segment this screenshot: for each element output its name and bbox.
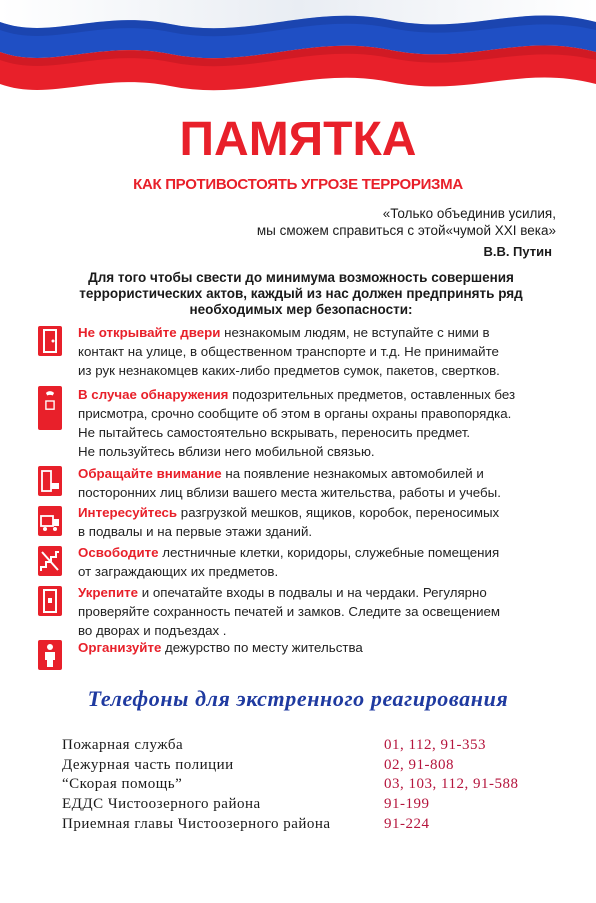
quote-author: В.В. Путин (483, 244, 552, 259)
intro-line: необходимых мер безопасности: (189, 302, 413, 317)
intro-line: террористических актов, каждый из нас должен предпринять ряд (79, 286, 523, 301)
intro-line: Для того чтобы свести до минимума возможность совершения (88, 270, 514, 285)
service-name: ЕДДС Чистоозерного района (62, 796, 261, 812)
rule-item (40, 323, 560, 380)
quote-line: мы сможем справиться с этой«чумой XXI века» (256, 223, 556, 238)
rule-text: дежурство по месту жительства (161, 640, 363, 655)
phone-numbers: 91-224 (384, 816, 430, 832)
phone-row (62, 737, 562, 757)
rule-text: подозрительных предметов, оставленных без (228, 387, 516, 402)
rule-text: во дворах и подъездах . (78, 623, 227, 638)
rule-item (40, 385, 560, 461)
phone-numbers: 91-199 (384, 796, 430, 812)
quote (257, 205, 556, 239)
russian-flag-banner (0, 0, 596, 110)
rule-lead: Интересуйтесь (78, 505, 178, 520)
rule-item (40, 503, 560, 541)
phone-numbers: 01, 112, 91-353 (384, 737, 486, 753)
page-title: ПАМЯТКА (179, 113, 417, 166)
rule-text: присмотра, срочно сообщите об этом в органы охраны правопорядка. (78, 406, 512, 421)
phone-row (62, 796, 562, 816)
rule-text: и опечатайте входы в подвалы и на чердаки. Регулярно (138, 585, 487, 600)
rule-text: лестничные клетки, коридоры, служебные помещения (158, 545, 500, 560)
rule-text: Не пользуйтесь вблизи него мобильной связью. (78, 444, 375, 459)
rule-lead: Укрепите (78, 585, 139, 600)
service-name: Приемная главы Чистоозерного района (62, 816, 331, 832)
service-name: Пожарная служба (62, 737, 184, 753)
phone-numbers: 02, 91-808 (384, 757, 454, 773)
phone-row (62, 776, 562, 796)
rule-item (40, 583, 560, 640)
rule-item (40, 464, 560, 502)
phones-title: Телефоны для экстренного реагирования (87, 686, 509, 711)
rule-text: посторонних лиц вблизи вашего места жительства, работы и учебы. (78, 485, 501, 500)
rule-text: Не пытайтесь самостоятельно вскрывать, переносить предмет. (78, 425, 471, 440)
rule-item (40, 638, 560, 657)
intro-text (56, 270, 546, 318)
rule-lead: Не открывайте двери (78, 325, 221, 340)
rule-text: проверяйте сохранность печатей и замков. Следите за освещением (78, 604, 501, 619)
rule-lead: Освободите (78, 545, 159, 560)
rule-lead: Обращайте внимание (78, 466, 222, 481)
page-subtitle: КАК ПРОТИВОСТОЯТЬ УГРОЗЕ ТЕРРОРИЗМА (133, 176, 463, 193)
rule-text: от заграждающих их предметов. (78, 564, 279, 579)
rule-text: контакт на улице, в общественном транспорте и т.д. Не принимайте (78, 344, 499, 359)
rule-lead: В случае обнаружения (78, 387, 229, 402)
phone-numbers: 03, 103, 112, 91-588 (384, 776, 519, 792)
rule-text: разгрузкой мешков, ящиков, коробок, переносимых (177, 505, 500, 520)
rule-item (40, 543, 560, 581)
rule-lead: Организуйте (78, 640, 162, 655)
rule-text: незнакомым людям, не вступайте с ними в (220, 325, 490, 340)
rule-text: из рук незнакомцев каких-либо предметов сумок, пакетов, свертков. (78, 363, 500, 378)
rule-text: на появление незнакомых автомобилей и (221, 466, 484, 481)
rule-text: в подвалы и на первые этажи зданий. (78, 524, 313, 539)
phone-row (62, 816, 562, 836)
service-name: “Скорая помощь” (62, 776, 183, 792)
quote-line: «Только объединив усилия, (382, 206, 556, 221)
service-name: Дежурная часть полиции (62, 757, 234, 773)
phone-row (62, 757, 562, 777)
